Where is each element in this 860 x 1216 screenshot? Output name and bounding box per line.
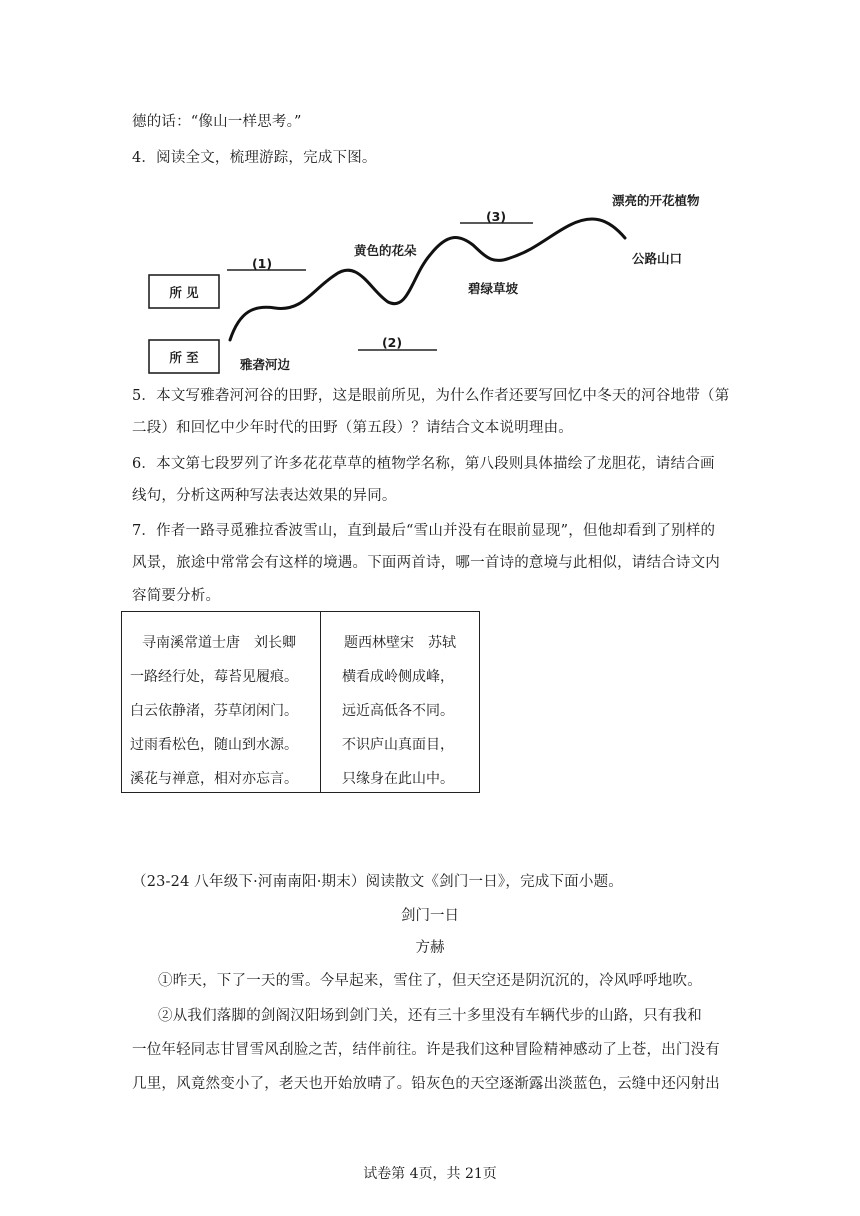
poem-right-line: 远近高低各不同。 [342,703,454,719]
paragraph-2-line-1: ②从我们落脚的剑阁汉阳场到剑门关，还有三十多里没有车辆代步的山路，只有我和 [158,1008,702,1024]
article-title: 剑门一日 [401,908,459,924]
question-6-line-1: 6．本文第七段罗列了许多花花草草的植物学名称，第八段则具体描绘了龙胆花，请结合画 [132,456,715,472]
reached-box-label: 所 至 [169,350,199,365]
poem-right-title: 题西林壁宋 苏轼 [344,635,456,651]
paragraph-1: ①昨天，下了一天的雪。今早起来，雪住了，但天空还是阴沉沉的，冷风呼呼地吹。 [158,973,702,989]
poem-left-line: 一路经行处，莓苔见履痕。 [130,669,298,685]
paragraph-2-line-2: 一位年轻同志甘冒雪风刮脸之苦，结伴前往。许是我们这种冒险精神感动了上苍，出门没有 [132,1042,720,1058]
label-road-pass: 公路山口 [632,251,683,266]
route-curve [230,219,625,340]
page-footer: 试卷第 4页，共 21页 [363,1166,497,1182]
poem-right-line: 只缘身在此山中。 [342,771,454,787]
poem-table [121,611,480,793]
paragraph-2-line-3: 几里，风竟然变小了，老天也开始放晴了。铅灰色的天空逐渐露出淡蓝色，云缝中还闪射出 [132,1076,720,1092]
question-7-line-1: 7．作者一路寻觅雅拉香波雪山，直到最后“雪山并没有在眼前显现”，但他却看到了别样的 [132,523,716,539]
blank-1: (1) [251,256,273,271]
poem-left-line: 过雨看松色，随山到水源。 [130,737,298,753]
poem-left-title: 寻南溪常道士唐 刘长卿 [142,635,296,651]
poem-left-line: 溪花与禅意，相对亦忘言。 [130,771,298,787]
label-river: 雅砻河边 [240,357,291,372]
poem-left [130,626,298,796]
question-5-line-2: 二段）和回忆中少年时代的田野（第五段）？请结合文本说明理由。 [132,420,573,436]
question-6-line-2: 线句，分析这两种写法表达效果的异同。 [132,488,397,504]
label-yellow-flowers: 黄色的花朵 [354,243,417,258]
seen-box-label: 所 见 [169,285,199,300]
blank-3: (3) [485,209,507,224]
table-divider [320,612,321,792]
itinerary-diagram [130,180,730,375]
text-line: 德的话：“像山一样思考。” [132,114,302,130]
question-7-line-3: 容简要分析。 [132,588,221,604]
poem-right-line: 不识庐山真面目， [342,737,454,753]
question-5-line-1: 5．本文写雅砻河河谷的田野，这是眼前所见，为什么作者还要写回忆中冬天的河谷地带（第 [132,388,730,404]
poem-right [342,626,456,796]
article-author: 方赫 [415,940,445,956]
section-intro: （23-24 八年级下·河南南阳·期末）阅读散文《剑门一日》，完成下面小题。 [132,874,623,890]
poem-right-line: 横看成岭侧成峰， [342,669,454,685]
label-pretty-flowers: 漂亮的开花植物 [612,193,700,208]
question-4: 4．阅读全文，梳理游踪，完成下图。 [132,150,377,166]
label-green-slope: 碧绿草坡 [468,281,519,296]
poem-left-line: 白云依静渚，芬草闭闲门。 [130,703,298,719]
question-7-line-2: 风景，旅途中常常会有这样的境遇。下面两首诗，哪一首诗的意境与此相似，请结合诗文内 [132,555,720,571]
blank-2: (2) [381,335,403,350]
